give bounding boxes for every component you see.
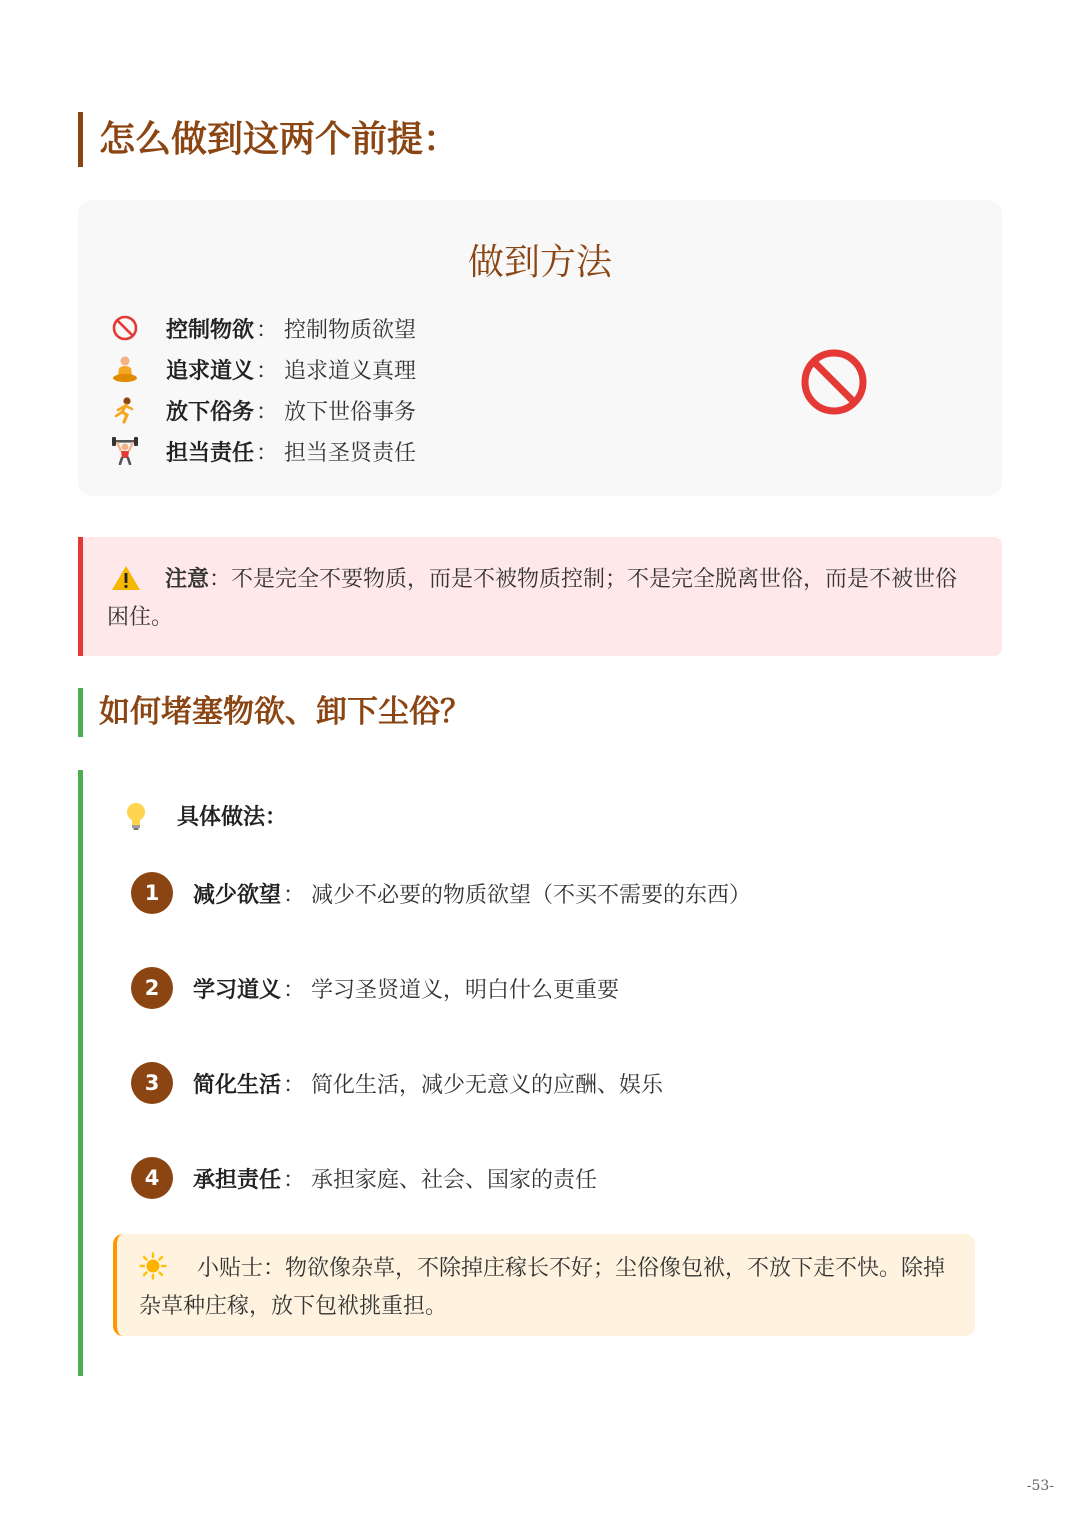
lightbulb-icon: [123, 801, 149, 831]
page-number: -53-: [1026, 1478, 1054, 1494]
method-item-pursue-righteousness: 追求道义 ： 追求道义真理: [108, 351, 416, 387]
warning-icon: [111, 565, 141, 591]
step-label: 减少欲望: [193, 882, 282, 908]
step-number-badge: 4: [131, 1157, 173, 1199]
method-item-text: 放下世俗事务: [284, 399, 417, 425]
method-item-bear-responsibility: 担当责任 ： 担当圣贤责任: [108, 433, 416, 469]
method-item-text: 控制物质欲望: [284, 317, 417, 343]
step-label: 简化生活: [193, 1072, 282, 1098]
step-text: 承担家庭、社会、国家的责任: [311, 1167, 598, 1193]
step-item: 4 承担责任 ： 承担家庭、社会、国家的责任: [131, 1157, 597, 1199]
step-number-badge: 2: [131, 967, 173, 1009]
method-item-label: 追求道义: [166, 358, 255, 384]
note-label: 注意: [165, 567, 210, 592]
step-item: 2 学习道义 ： 学习圣贤道义，明白什么更重要: [131, 967, 619, 1009]
sun-icon: [139, 1252, 167, 1280]
steps-heading-text: 具体做法：: [177, 805, 288, 830]
steps-heading: [123, 800, 287, 831]
step-number-badge: 1: [131, 872, 173, 914]
method-item-label: 担当责任: [166, 440, 255, 466]
method-card: [78, 200, 1002, 496]
method-item-let-go-affairs: 放下俗务 ： 放下世俗事务: [108, 392, 416, 428]
method-item-label: 放下俗务: [166, 399, 255, 425]
step-text: 学习圣贤道义，明白什么更重要: [311, 977, 620, 1003]
step-label: 承担责任: [193, 1167, 282, 1193]
step-text: 减少不必要的物质欲望（不买不需要的东西）: [311, 882, 752, 908]
section-heading-block-desire: 如何堵塞物欲、卸下尘俗？: [78, 688, 471, 737]
note-callout: 注意：不是完全不要物质，而是不被物质控制；不是完全脱离世俗，而是不被世俗困住。: [78, 537, 1002, 656]
meditating-person-icon: [108, 354, 142, 384]
method-item-text: 担当圣贤责任: [284, 440, 417, 466]
step-item: 3 简化生活 ： 简化生活，减少无意义的应酬、娱乐: [131, 1062, 663, 1104]
step-item: 1 减少欲望 ： 减少不必要的物质欲望（不买不需要的东西）: [131, 872, 751, 914]
running-person-icon: [108, 395, 142, 425]
note-text: 不是完全不要物质，而是不被物质控制；不是完全脱离世俗，而是不被世俗困住。: [107, 567, 958, 630]
step-text: 简化生活，减少无意义的应酬、娱乐: [311, 1072, 664, 1098]
tip-text: 小贴士：物欲像杂草，不除掉庄稼长不好；尘俗像包袱，不放下走不快。除掉杂草种庄稼，放下包袱挑重担。: [139, 1256, 946, 1319]
method-item-control-desire: 控制物欲 ： 控制物质欲望: [108, 310, 416, 346]
weightlifter-icon: [108, 436, 142, 466]
step-number-badge: 3: [131, 1062, 173, 1104]
section-heading-prerequisites: 怎么做到这两个前提：: [78, 112, 459, 167]
method-card-title: 做到方法: [467, 242, 612, 283]
method-item-text: 追求道义真理: [284, 358, 417, 384]
prohibited-icon: [108, 313, 142, 343]
step-label: 学习道义: [193, 977, 282, 1003]
steps-section: [78, 770, 1007, 1376]
prohibited-icon: [800, 348, 868, 420]
tip-callout: [113, 1234, 975, 1336]
method-item-label: 控制物欲: [166, 317, 255, 343]
